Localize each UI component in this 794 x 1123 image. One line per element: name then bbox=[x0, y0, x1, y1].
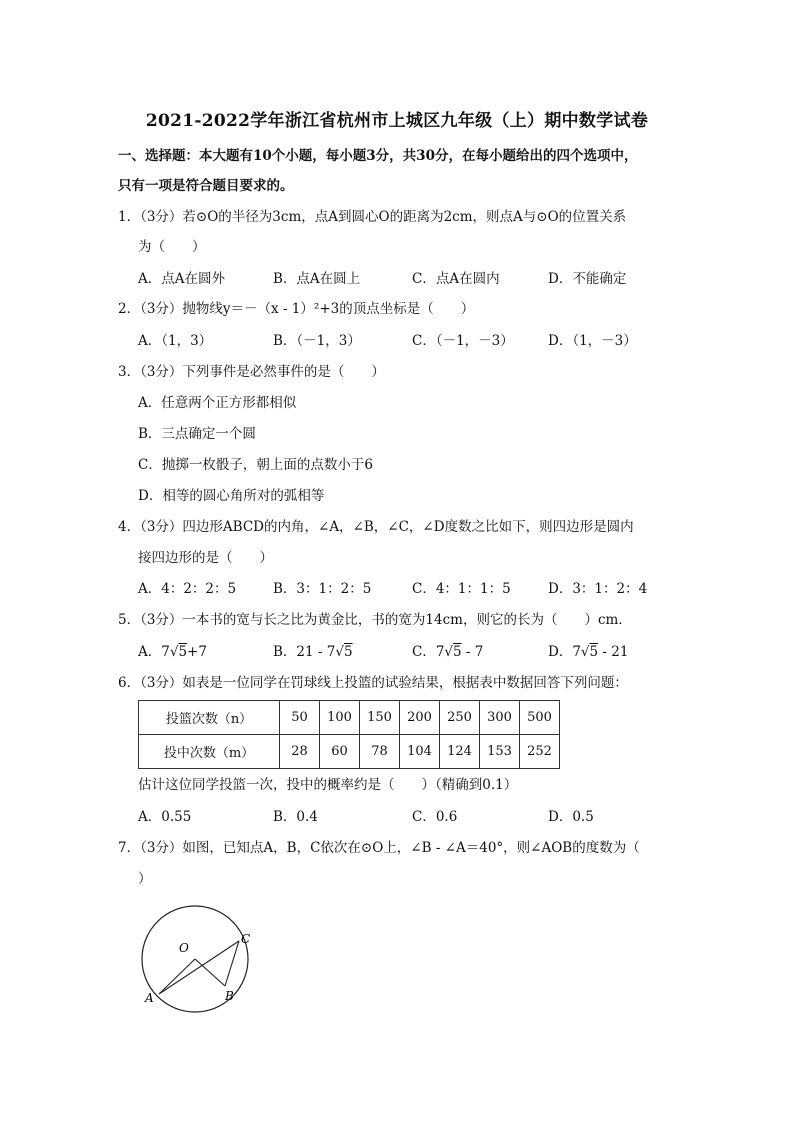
option-a-prefix: A．7√ bbox=[138, 644, 179, 660]
question-1-stem: 1．（3分）若⊙O的半径为3cm，点A到圆心O的距离为2cm，则点A与⊙O的位置关系 bbox=[118, 209, 627, 225]
option-b bbox=[273, 642, 353, 662]
segment-bc bbox=[225, 941, 239, 986]
option-b-prefix: B．21 - 7√ bbox=[273, 644, 344, 660]
segment-ob bbox=[195, 959, 225, 986]
option-a: A．任意两个正方形都相似 bbox=[138, 395, 297, 411]
option-d: D．相等的圆心角所对的弧相等 bbox=[138, 488, 325, 504]
table-cell: 104 bbox=[400, 735, 440, 769]
question-7-stem: 7．（3分）如图，已知点A，B，C依次在⊙O上，∠B - ∠A＝40°，则∠AOB的度数为（ bbox=[118, 840, 640, 856]
option-b: B．（－1，3） bbox=[273, 333, 361, 349]
table-cell: 300 bbox=[480, 701, 520, 735]
option-c: C．点A在圆内 bbox=[412, 271, 500, 287]
option-b-radicand: 5 bbox=[343, 644, 353, 660]
option-b: B．3：1：2：5 bbox=[273, 581, 372, 597]
label-a: A bbox=[145, 991, 154, 1005]
table-cell: 200 bbox=[400, 701, 440, 735]
table-cell: 50 bbox=[280, 701, 320, 735]
option-b: B．0.4 bbox=[273, 809, 318, 825]
label-b: B bbox=[225, 989, 234, 1003]
option-c bbox=[412, 642, 483, 662]
question-6-stem: 6．（3分）如表是一位同学在罚球线上投篮的试验结果，根据表中数据回答下列问题： bbox=[118, 675, 628, 691]
section-heading-line1: 一、选择题：本大题有10个小题，每小题3分，共30分，在每小题给出的四个选项中， bbox=[118, 148, 638, 164]
option-a: A．（1，3） bbox=[138, 333, 213, 349]
question-4-stem: 4．（3分）四边形ABCD的内角，∠A，∠B，∠C，∠D度数之比如下，则四边形是圆内 bbox=[118, 519, 634, 535]
option-d: D．0.5 bbox=[548, 809, 594, 825]
option-a-radicand: 5 bbox=[178, 644, 188, 660]
table-cell: 124 bbox=[440, 735, 480, 769]
table-row bbox=[139, 735, 560, 769]
option-d bbox=[548, 642, 628, 662]
table-cell: 28 bbox=[280, 735, 320, 769]
label-o: O bbox=[179, 941, 189, 955]
option-a bbox=[138, 642, 207, 662]
question-4-options bbox=[138, 579, 678, 599]
table-cell: 78 bbox=[360, 735, 400, 769]
table-cell: 252 bbox=[520, 735, 560, 769]
question-5-stem: 5．（3分）一本书的宽与长之比为黄金比，书的宽为14cm，则它的长为（ ）cm． bbox=[118, 612, 632, 628]
question-2-options bbox=[138, 331, 678, 351]
option-c-prefix: C．7√ bbox=[412, 644, 454, 660]
option-c-radicand: 5 bbox=[453, 644, 462, 660]
option-c: C．（－1，－3） bbox=[412, 333, 514, 349]
question-6-question: 估计这位同学投篮一次，投中的概率约是（ ）（精确到0.1） bbox=[138, 777, 518, 793]
table-cell: 153 bbox=[480, 735, 520, 769]
section-heading-line2: 只有一项是符合题目要求的。 bbox=[118, 178, 294, 194]
table-cell: 100 bbox=[320, 701, 360, 735]
option-a: A．4：2：2：5 bbox=[138, 581, 237, 597]
question-6-options bbox=[138, 807, 678, 827]
data-table bbox=[138, 700, 560, 769]
label-c: C bbox=[241, 932, 251, 946]
circle-figure bbox=[138, 900, 268, 1015]
table-cell: 150 bbox=[360, 701, 400, 735]
option-c: C．0.6 bbox=[412, 809, 458, 825]
question-2-stem: 2．（3分）抛物线y＝－（x - 1）²+3的顶点坐标是（ ） bbox=[118, 301, 475, 317]
question-1-options bbox=[138, 269, 678, 289]
option-c: C．抛掷一枚骰子，朝上面的点数小于6 bbox=[138, 457, 373, 473]
question-3-stem: 3．（3分）下列事件是必然事件的是（ ） bbox=[118, 364, 385, 380]
option-c: C．4：1：1：5 bbox=[412, 581, 511, 597]
segment-ac bbox=[159, 941, 239, 994]
option-d: D．3：1：2：4 bbox=[548, 581, 648, 597]
option-a-suffix: +7 bbox=[187, 644, 207, 660]
question-4-stem-cont: 接四边形的是（ ） bbox=[138, 550, 273, 566]
option-d: D．不能确定 bbox=[548, 271, 627, 287]
table-cell: 250 bbox=[440, 701, 480, 735]
option-d: D．（1，－3） bbox=[548, 333, 637, 349]
option-c-suffix: - 7 bbox=[461, 644, 484, 660]
page-title: 2021-2022学年浙江省杭州市上城区九年级（上）期中数学试卷 bbox=[145, 111, 649, 131]
question-1-stem-cont: 为（ ） bbox=[138, 239, 206, 255]
option-b: B．三点确定一个圆 bbox=[138, 426, 256, 442]
table-cell: 60 bbox=[320, 735, 360, 769]
table-cell: 500 bbox=[520, 701, 560, 735]
table-row bbox=[139, 701, 560, 735]
question-7-stem-cont: ） bbox=[138, 871, 152, 887]
option-d-radicand: 5 bbox=[589, 644, 599, 660]
option-d-suffix: - 21 bbox=[598, 644, 629, 660]
option-d-prefix: D．7√ bbox=[548, 644, 590, 660]
segment-oa bbox=[159, 959, 195, 994]
option-a: A．0.55 bbox=[138, 809, 192, 825]
option-a: A．点A在圆外 bbox=[138, 271, 225, 287]
table-header-cell: 投篮次数（n） bbox=[139, 701, 280, 735]
option-b: B．点A在圆上 bbox=[273, 271, 361, 287]
table-header-cell: 投中次数（m） bbox=[139, 735, 280, 769]
question-5-options bbox=[138, 642, 678, 662]
